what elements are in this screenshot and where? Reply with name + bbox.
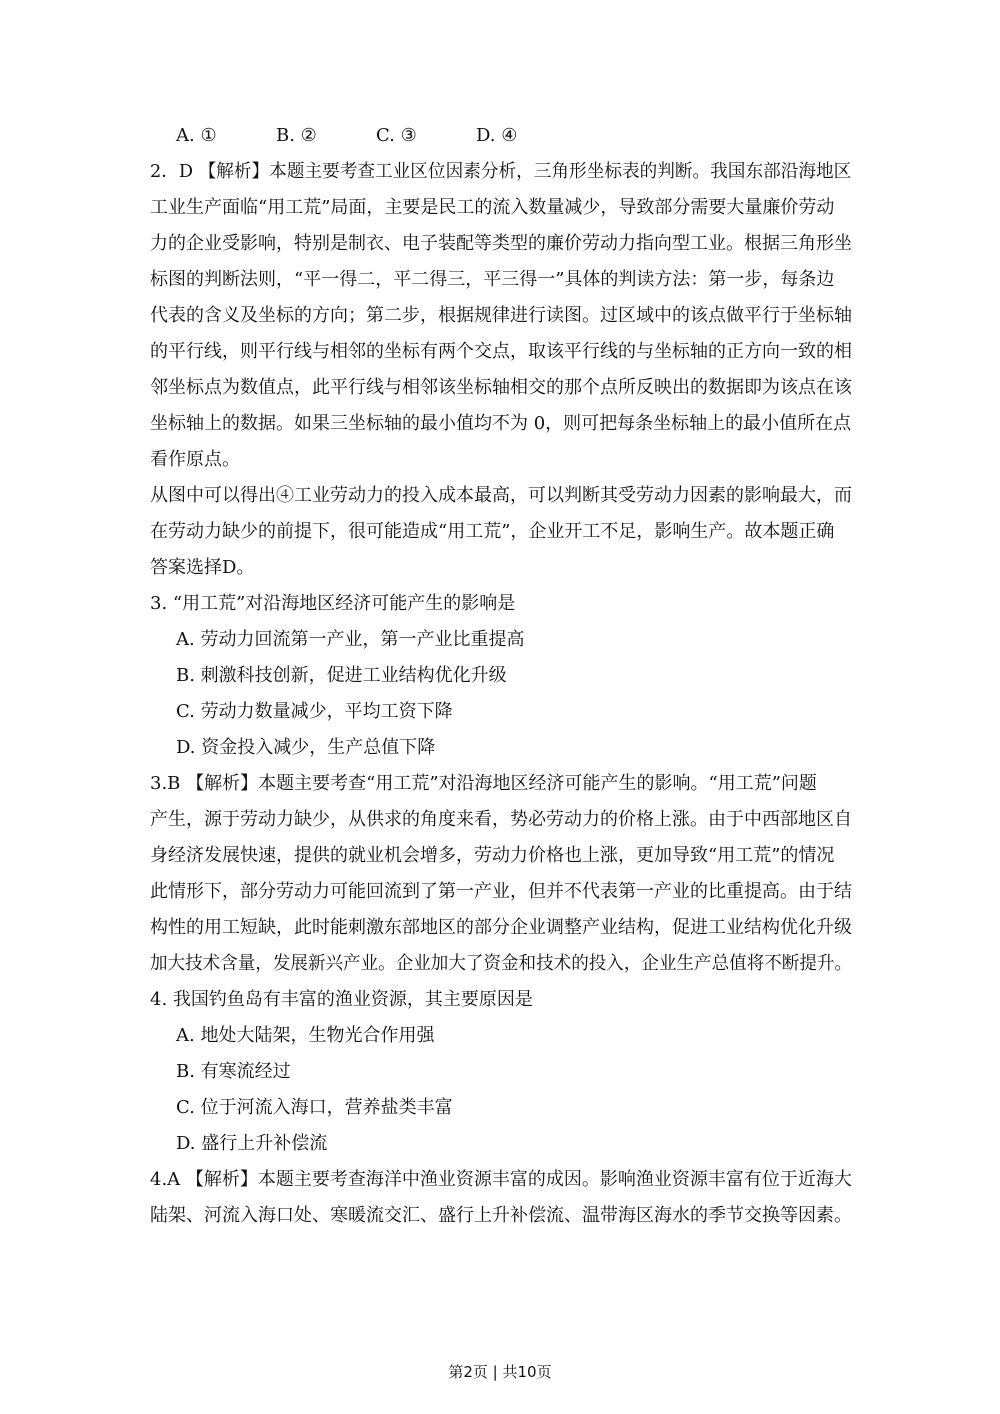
answer-2-line: 邻坐标点为数值点，此平行线与相邻该坐标轴相交的那个点所反映出的数据即为该点在该 [150, 377, 852, 398]
q3-option-b: B. 刺激科技创新，促进工业结构优化升级 [176, 665, 507, 686]
answer-4-line: 陆架、河流入海口处、寒暖流交汇、盛行上升补偿流、温带海区海水的季节交换等因素。 [150, 1205, 852, 1226]
option-a: A. ① [176, 125, 217, 146]
q4-option-b: B. 有寒流经过 [176, 1061, 291, 1082]
answer-2-line: 力的企业受影响，特别是制衣、电子装配等类型的廉价劳动力指向型工业。根据三角形坐 [150, 233, 852, 254]
q3-option-d: D. 资金投入减少，生产总值下降 [176, 737, 436, 758]
answer-2-line: 2．D 【解析】本题主要考查工业区位因素分析，三角形坐标表的判断。我国东部沿海地区 [150, 161, 852, 182]
answer-2-line: 标图的判断法则，“平一得二，平二得三，平三得一”具体的判读方法：第一步，每条边 [150, 269, 835, 290]
option-d: D. ④ [476, 125, 518, 146]
answer-2-line: 代表的含义及坐标的方向；第二步，根据规律进行读图。过区域中的该点做平行于坐标轴 [150, 305, 852, 326]
option-b: B. ② [276, 125, 317, 146]
q4-option-a: A. 地处大陆架，生物光合作用强 [176, 1025, 435, 1046]
q3-option-c: C. 劳动力数量减少，平均工资下降 [176, 701, 453, 722]
answer-2-line: 从图中可以得出④工业劳动力的投入成本最高，可以判断其受劳动力因素的影响最大，而 [150, 485, 852, 506]
answer-2-line: 坐标轴上的数据。如果三坐标轴的最小值均不为 0，则可把每条坐标轴上的最小值所在点 [150, 413, 852, 434]
answer-2-line: 的平行线，则平行线与相邻的坐标有两个交点，取该平行线的与坐标轴的正方向一致的相 [150, 341, 852, 362]
answer-3-line: 身经济发展快速，提供的就业机会增多，劳动力价格也上涨，更加导致“用工荒”的情况 [150, 845, 835, 866]
question-4-stem: 4. 我国钓鱼岛有丰富的渔业资源，其主要原因是 [150, 989, 533, 1010]
q4-option-c: C. 位于河流入海口，营养盐类丰富 [176, 1097, 453, 1118]
answer-2-line: 工业生产面临“用工荒”局面，主要是民工的流入数量减少，导致部分需要大量廉价劳动 [150, 197, 835, 218]
answer-2-line: 看作原点。 [150, 449, 240, 470]
q3-option-a: A. 劳动力回流第一产业，第一产业比重提高 [176, 629, 525, 650]
page-footer: 第2页 | 共10页 [448, 1363, 552, 1381]
answer-3-line: 3.B 【解析】本题主要考查“用工荒”对沿海地区经济可能产生的影响。“用工荒”问题 [150, 773, 817, 794]
answer-3-line: 加大技术含量，发展新兴产业。企业加大了资金和技术的投入，企业生产总值将不断提升。 [150, 953, 852, 974]
answer-2-line: 在劳动力缺少的前提下，很可能造成“用工荒”，企业开工不足，影响生产。故本题正确 [150, 521, 835, 542]
answer-4-line: 4.A 【解析】本题主要考查海洋中渔业资源丰富的成因。影响渔业资源丰富有位于近海大 [150, 1169, 852, 1190]
answer-3-line: 此情形下，部分劳动力可能回流到了第一产业，但并不代表第一产业的比重提高。由于结 [150, 881, 852, 902]
option-c: C. ③ [376, 125, 417, 146]
answer-2-line: 答案选择D。 [150, 557, 255, 578]
question-3-stem: 3. “用工荒”对沿海地区经济可能产生的影响是 [150, 593, 516, 614]
answer-3-line: 产生，源于劳动力缺少，从供求的角度来看，势必劳动力的价格上涨。由于中西部地区自 [150, 809, 852, 830]
q1-options [176, 124, 517, 148]
q4-option-d: D. 盛行上升补偿流 [176, 1133, 328, 1154]
answer-3-line: 构性的用工短缺，此时能刺激东部地区的部分企业调整产业结构，促进工业结构优化升级 [150, 917, 852, 938]
